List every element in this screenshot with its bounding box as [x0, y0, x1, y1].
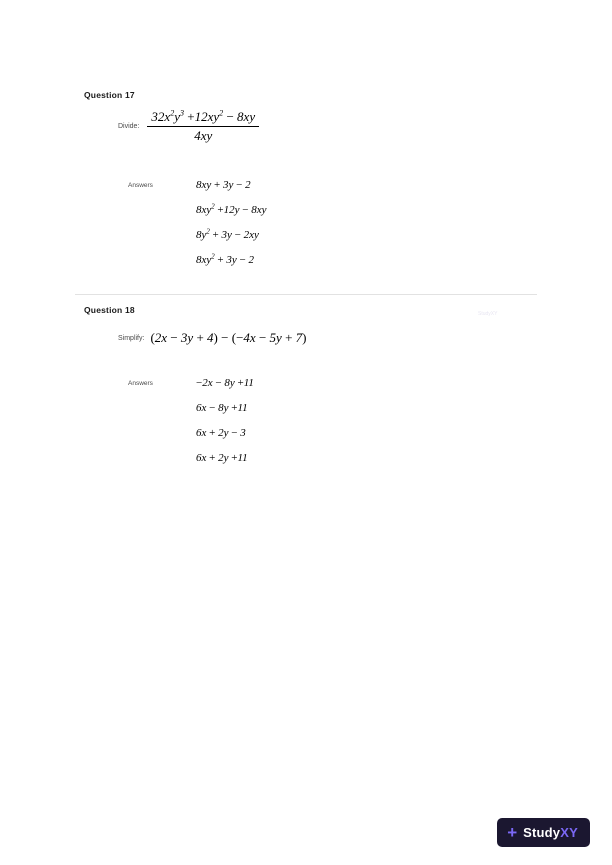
faint-watermark-text: StudyXY [478, 311, 498, 317]
prompt-label: Divide: [118, 123, 140, 130]
expression-inline: (2x − 3y + 4) − (−4x − 5y + 7) [150, 330, 307, 345]
brand-accent: XY [560, 825, 578, 840]
fraction [147, 109, 259, 144]
answer-option[interactable]: 6x + 2y +11 [196, 452, 248, 464]
question-prompt [118, 109, 261, 144]
answer-options-18 [196, 371, 254, 471]
answer-option[interactable]: 6x − 8y +11 [196, 402, 248, 414]
question-title: Question 17 [84, 90, 135, 100]
answer-option[interactable]: 6x + 2y − 3 [196, 427, 246, 439]
question-prompt [118, 330, 307, 346]
answer-option[interactable]: $8xy^2 + 3y - 2$ [196, 253, 254, 266]
answers-label: Answers [128, 380, 153, 387]
fraction-numerator: $32x^2y^3 +12xy^2 - 8xy$ [151, 108, 256, 124]
answer-options-17 [196, 173, 267, 273]
answer-option[interactable]: −2x − 8y +11 [196, 377, 254, 389]
expression-fraction [145, 109, 261, 144]
plus-icon: + [507, 823, 518, 842]
prompt-label: Simplify: [118, 334, 145, 342]
answer-option[interactable]: 8xy + 3y − 2 [196, 179, 251, 191]
fraction-denominator: 4xy [194, 128, 213, 143]
brand-label [523, 825, 578, 840]
question-title: Question 18 [84, 305, 135, 315]
section-divider [75, 294, 537, 295]
studyxy-watermark [497, 818, 590, 847]
answers-label: Answers [128, 182, 153, 189]
answer-option[interactable]: $8xy^2 +12y - 8xy$ [196, 203, 267, 216]
brand-primary: Study [523, 825, 561, 840]
answer-option[interactable]: $8y^2 + 3y - 2xy$ [196, 228, 259, 241]
